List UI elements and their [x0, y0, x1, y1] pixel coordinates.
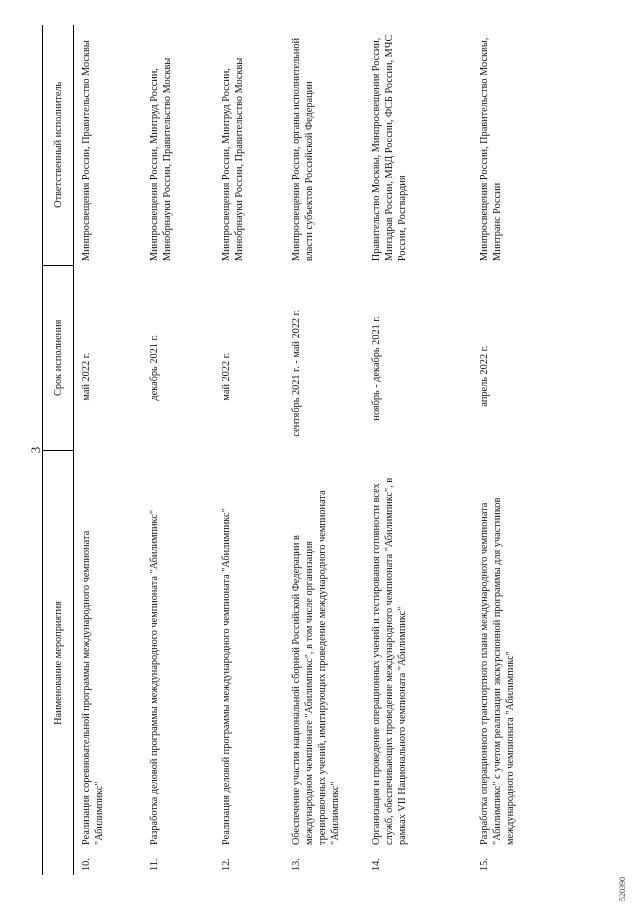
responsible-cell: Минпросвещения России, органы исполнительной власти субъектов Российской Федерации — [291, 37, 315, 262]
event-cell — [284, 451, 364, 875]
row-number: 14. — [371, 858, 382, 871]
responsible-cell: Минпросвещения России, Минтруд России, Минобрнауки России, Правительство Москвы — [149, 57, 173, 262]
document-id: 520390 — [618, 877, 627, 901]
deadline-cell: апрель 2022 г. — [479, 345, 490, 407]
table-row — [284, 25, 364, 875]
event-name: Обеспечение участия национальной сборной Российской Федерации в международном чемпионате "Абилимпикс", в том числе организация тренировочных учений, имитирующих проведение международного чемпионата "Абилимпикс" — [291, 490, 341, 845]
event-cell — [472, 451, 560, 875]
event-name: Разработка операционного транспортного плана международного чемпионата "Абилимпикс" с учетом реализации экскурсионной программы для участников международного чемпионата "Абилимпикс" — [479, 497, 516, 845]
row-number: 11. — [149, 858, 160, 871]
deadline-cell: ноябрь - декабрь 2021 г. — [371, 316, 382, 421]
event-name: Реализация соревновательной программы международного чемпионата "Абилимпикс" — [81, 530, 105, 845]
table-row — [214, 25, 284, 875]
table-row — [472, 25, 560, 875]
deadline-cell: май 2022 г. — [221, 352, 232, 401]
responsible-cell: Минпросвещения России, Правительство Москвы — [81, 40, 92, 262]
event-cell — [74, 451, 143, 875]
event-cell — [214, 451, 284, 875]
table-row — [74, 25, 143, 875]
event-name: Реализация деловой программы международного чемпионата "Абилимпикс" — [221, 508, 232, 845]
page-number: 3 — [28, 446, 43, 454]
row-number: 15. — [479, 858, 490, 871]
responsible-cell: Минпросвещения России, Правительство Москвы, Минтранс России — [479, 37, 503, 262]
row-number: 13. — [291, 858, 302, 871]
header-responsible: Ответственный исполнитель — [43, 25, 74, 265]
header-name: Наименование мероприятия — [43, 451, 74, 875]
deadline-cell: декабрь 2021 г. — [149, 334, 160, 401]
table-row — [142, 25, 214, 875]
row-number: 12. — [221, 858, 232, 871]
events-table — [42, 25, 560, 875]
event-cell — [142, 451, 214, 875]
row-number: 10. — [81, 858, 92, 871]
table-row — [364, 25, 472, 875]
responsible-cell: Правительство Москвы, Минпросвещения России, Минздрав России, МВД России, ФСБ России, МЧС России, Росгвардия — [371, 34, 408, 262]
table-header-row — [43, 25, 74, 875]
event-name: Разработка деловой программы международного чемпионата "Абилимпикс" — [149, 509, 160, 845]
event-name: Организация и проведение операционных учений и тестирования готовности всех служб, обеспечивающих проведение международного чемпионата "Абилимпикс", в рамках VII Национального чемпионата "Абилимпикс" — [371, 477, 408, 845]
deadline-cell: сентябрь 2021 г. - май 2022 г. — [291, 309, 302, 437]
responsible-cell: Минпросвещения России, Минтруд России, Минобрнауки России, Правительство Москвы — [221, 57, 245, 262]
header-deadline: Срок исполнения — [43, 265, 74, 450]
event-cell — [364, 451, 472, 875]
deadline-cell: май 2022 г. — [81, 352, 92, 401]
